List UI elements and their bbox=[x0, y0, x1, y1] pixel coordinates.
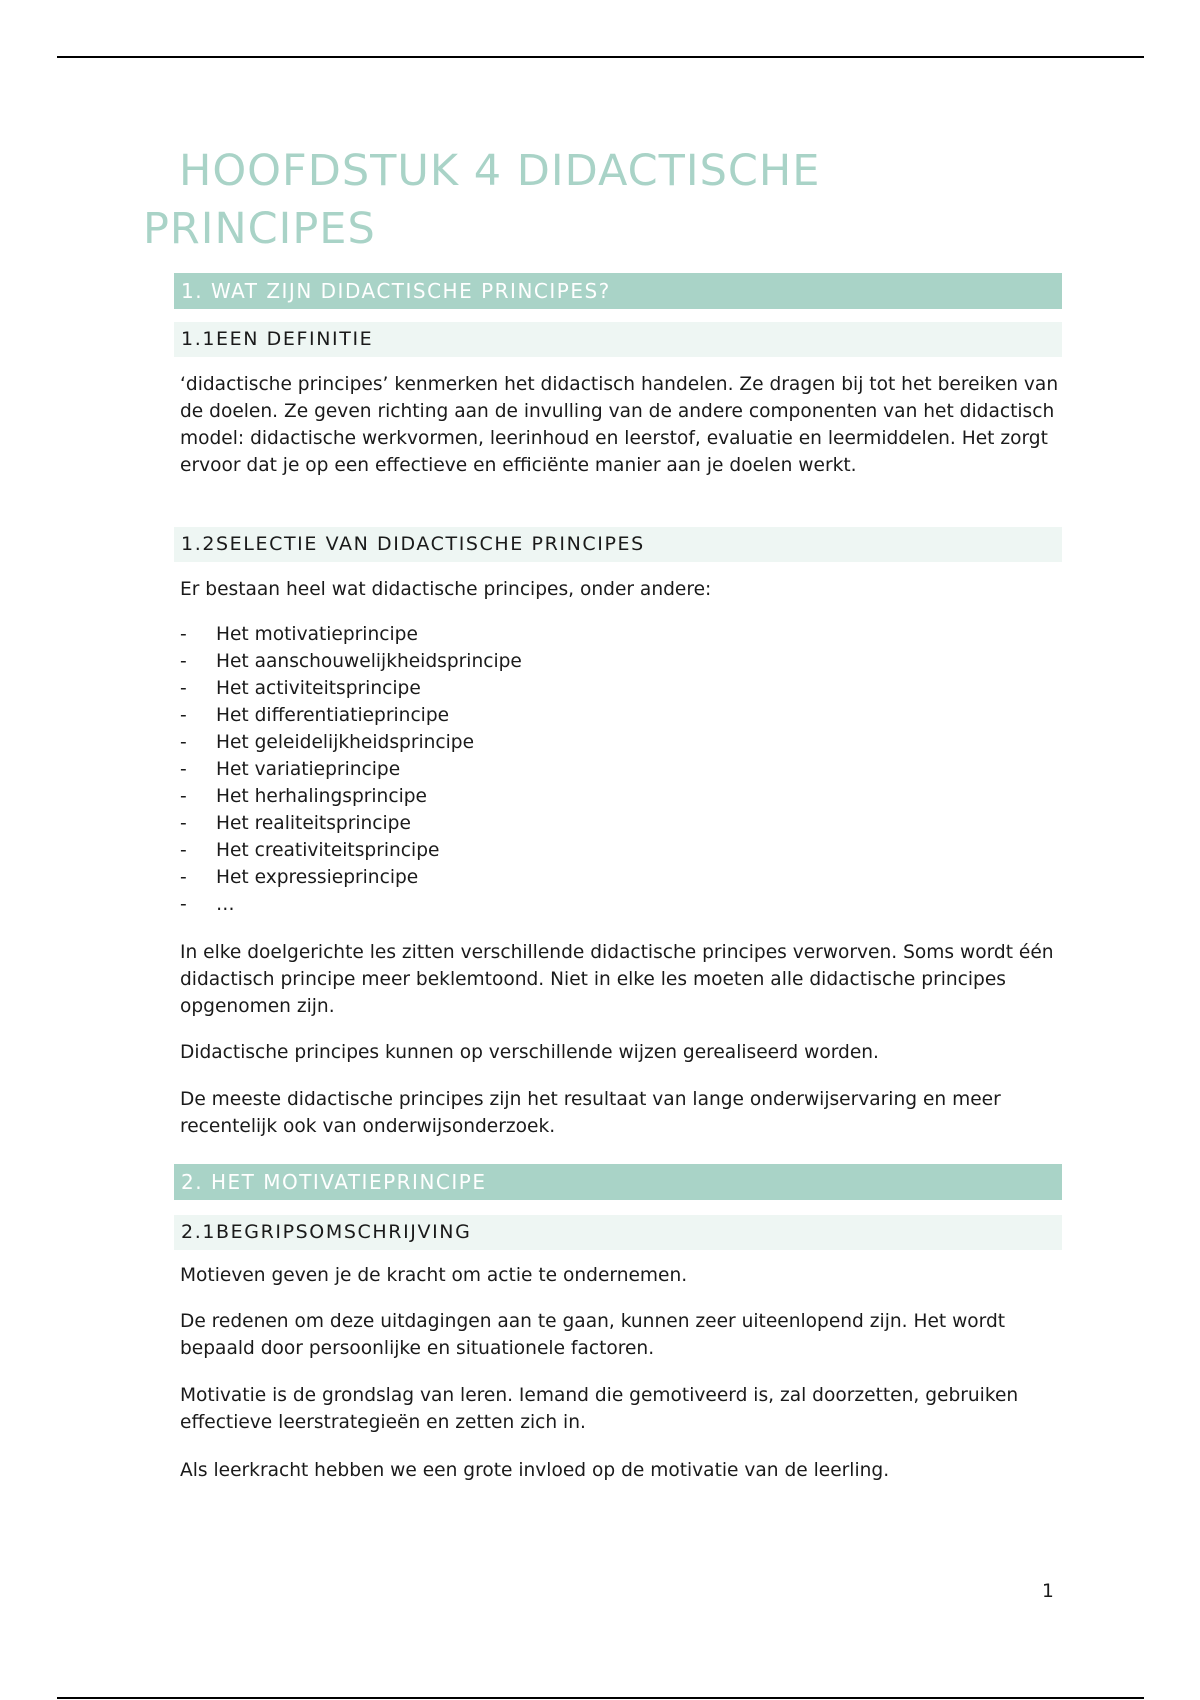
section-heading-2: 2. HET MOTIVATIEPRINCIPE bbox=[174, 1164, 1062, 1200]
motivation-paragraph-3: Motivatie is de grondslag van leren. Iemand die gemotiveerd is, zal doorzetten, gebruiken effectieve leerstrategieën en zetten zich in. bbox=[180, 1385, 1019, 1433]
bullet-dash: - bbox=[180, 678, 187, 699]
bullet-dash: - bbox=[180, 705, 187, 726]
bullet-dash: - bbox=[180, 759, 187, 780]
list-item-text: Het herhalingsprincipe bbox=[216, 786, 427, 807]
principles-paragraph-1: In elke doelgerichte les zitten verschillende didactische principes verworven. Soms wordt één didactisch principe meer beklemtoond. Niet in elke les moeten alle didactische principes opgenomen zijn. bbox=[180, 942, 1054, 1017]
chapter-title-line1: HOOFDSTUK 4 DIDACTISCHE bbox=[179, 146, 821, 196]
list-item-text: Het expressieprincipe bbox=[216, 867, 419, 888]
list-item-text: Het motivatieprincipe bbox=[216, 624, 418, 645]
list-item bbox=[180, 675, 1060, 702]
principles-paragraph-2: Didactische principes kunnen op verschillende wijzen gerealiseerd worden. bbox=[180, 1042, 879, 1063]
section-heading-1: 1. WAT ZIJN DIDACTISCHE PRINCIPES? bbox=[174, 273, 1062, 309]
bullet-dash: - bbox=[180, 651, 187, 672]
list-item-text: Het differentiatieprincipe bbox=[216, 705, 450, 726]
subsection-heading-1-2: 1.2SELECTIE VAN DIDACTISCHE PRINCIPES bbox=[174, 527, 1062, 562]
subsection-heading-1-1: 1.1EEN DEFINITIE bbox=[174, 322, 1062, 357]
chapter-title bbox=[143, 142, 1043, 258]
bullet-dash: - bbox=[180, 840, 187, 861]
list-item bbox=[180, 810, 1060, 837]
principles-intro: Er bestaan heel wat didactische principes, onder andere: bbox=[180, 579, 712, 600]
list-item-text: Het realiteitsprincipe bbox=[216, 813, 411, 834]
principles-list bbox=[180, 621, 1060, 918]
bullet-dash: - bbox=[180, 813, 187, 834]
motivation-paragraph-1: Motieven geven je de kracht om actie te ondernemen. bbox=[180, 1265, 688, 1286]
definition-paragraph: ‘didactische principes’ kenmerken het didactisch handelen. Ze dragen bij tot het bereiken van de doelen. Ze geven richting aan de invulling van de andere componenten van het didactisch model: didactische werkvormen, leerinhoud en leerstof, evaluatie en leermiddelen. Het zorgt ervoor dat je op een effectieve en efficiënte manier aan je doelen werkt. bbox=[180, 374, 1059, 476]
list-item bbox=[180, 756, 1060, 783]
list-item-text: … bbox=[216, 894, 235, 915]
list-item-text: Het geleidelijkheidsprincipe bbox=[216, 732, 475, 753]
motivation-paragraph-2: De redenen om deze uitdagingen aan te gaan, kunnen zeer uiteenlopend zijn. Het wordt bepaald door persoonlijke en situationele factoren. bbox=[180, 1311, 1006, 1359]
page-number: 1 bbox=[1042, 1581, 1054, 1602]
footer-rule bbox=[57, 1697, 1144, 1699]
list-item bbox=[180, 729, 1060, 756]
motivation-paragraph-4: Als leerkracht hebben we een grote invloed op de motivatie van de leerling. bbox=[180, 1460, 890, 1481]
list-item bbox=[180, 783, 1060, 810]
list-item-text: Het creativiteitsprincipe bbox=[216, 840, 440, 861]
subsection-heading-2-1: 2.1BEGRIPSOMSCHRIJVING bbox=[174, 1215, 1062, 1250]
list-item bbox=[180, 621, 1060, 648]
list-item-text: Het aanschouwelijkheidsprincipe bbox=[216, 651, 522, 672]
list-item bbox=[180, 891, 1060, 918]
bullet-dash: - bbox=[180, 894, 187, 915]
list-item bbox=[180, 702, 1060, 729]
bullet-dash: - bbox=[180, 624, 187, 645]
list-item bbox=[180, 648, 1060, 675]
header-rule bbox=[57, 56, 1144, 58]
list-item bbox=[180, 837, 1060, 864]
list-item bbox=[180, 864, 1060, 891]
bullet-dash: - bbox=[180, 786, 187, 807]
chapter-title-line2: PRINCIPES bbox=[143, 204, 376, 254]
principles-paragraph-3: De meeste didactische principes zijn het resultaat van lange onderwijservaring en meer recentelijk ook van onderwijsonderzoek. bbox=[180, 1089, 1001, 1137]
bullet-dash: - bbox=[180, 732, 187, 753]
list-item-text: Het activiteitsprincipe bbox=[216, 678, 421, 699]
list-item-text: Het variatieprincipe bbox=[216, 759, 401, 780]
bullet-dash: - bbox=[180, 867, 187, 888]
